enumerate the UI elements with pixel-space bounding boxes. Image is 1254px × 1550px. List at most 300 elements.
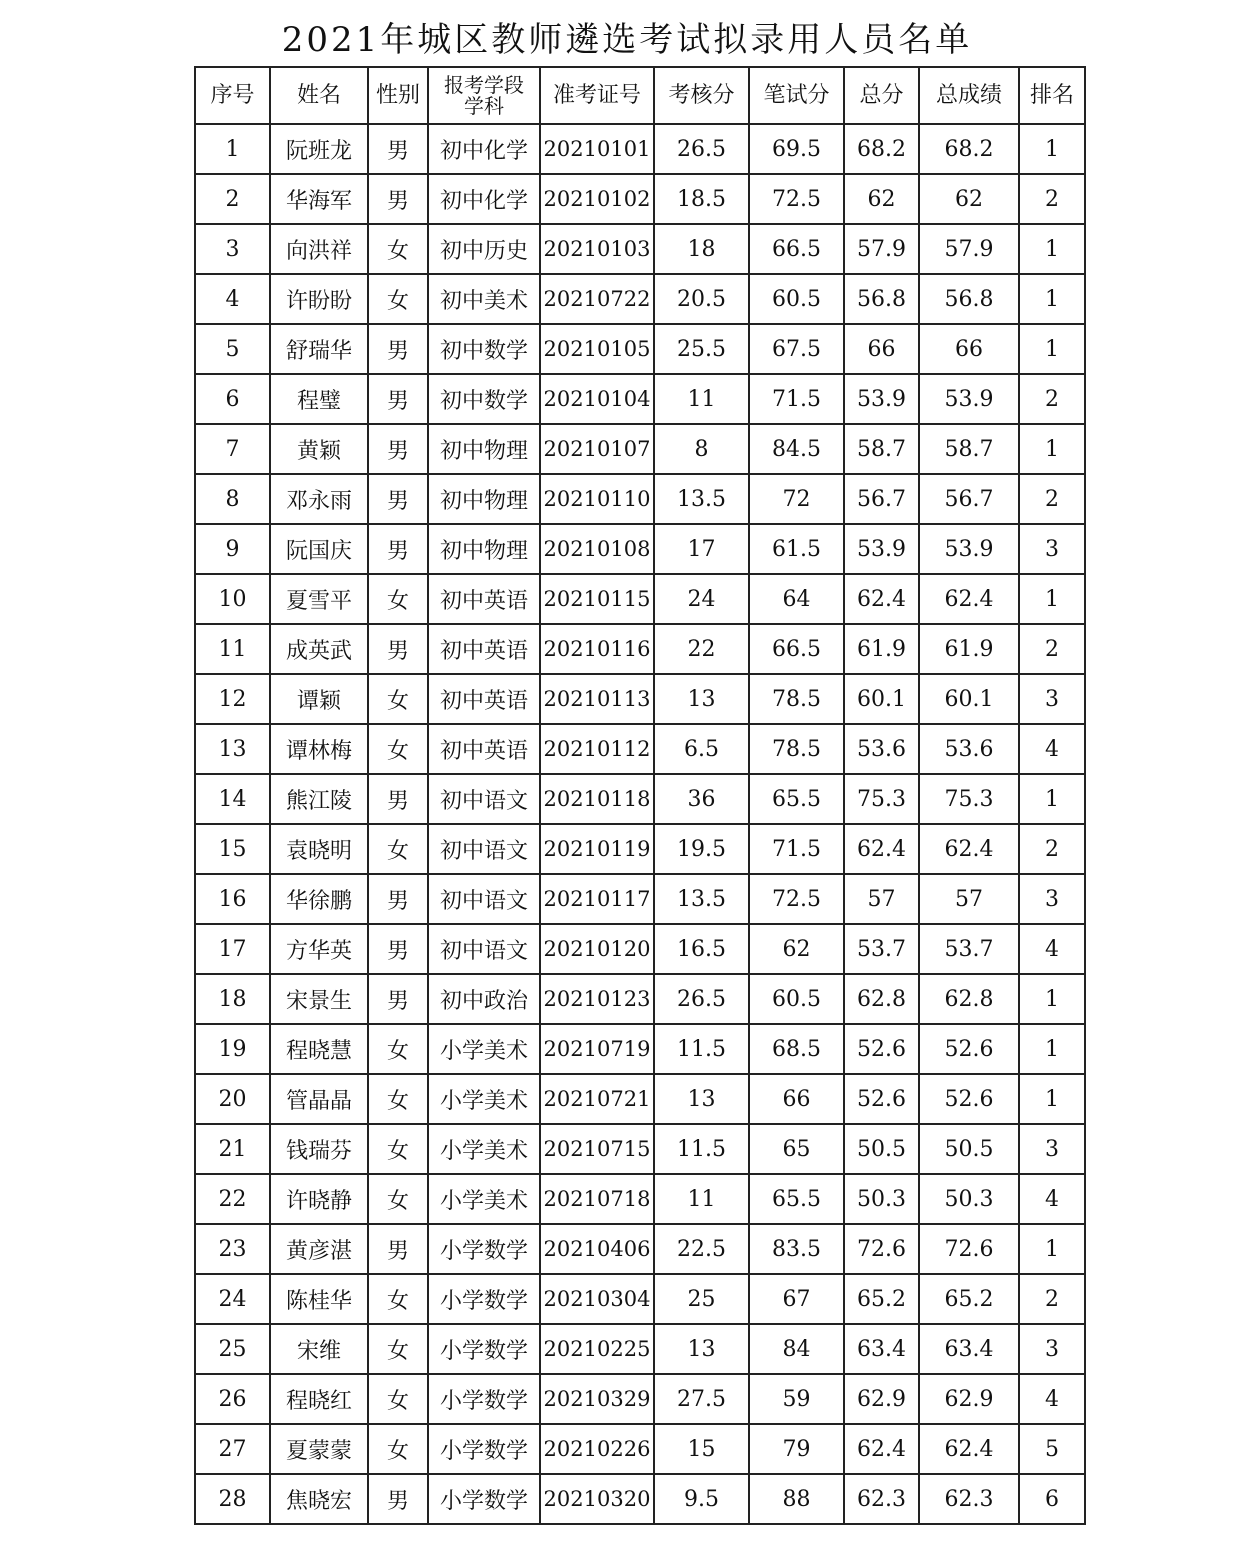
table-row bbox=[195, 874, 1085, 924]
total-score-cell: 50.3 bbox=[844, 1174, 919, 1224]
written-score-cell: 59 bbox=[749, 1374, 844, 1424]
exam-id-cell: 20210119 bbox=[540, 824, 654, 874]
subject-cell: 初中政治 bbox=[428, 974, 540, 1024]
table-row bbox=[195, 774, 1085, 824]
table-row bbox=[195, 674, 1085, 724]
seq-cell: 22 bbox=[195, 1174, 270, 1224]
gender-cell: 女 bbox=[368, 574, 428, 624]
subject-cell: 初中英语 bbox=[428, 574, 540, 624]
gender-cell: 男 bbox=[368, 974, 428, 1024]
seq-cell: 27 bbox=[195, 1424, 270, 1474]
table-row bbox=[195, 1224, 1085, 1274]
written-score-cell: 83.5 bbox=[749, 1224, 844, 1274]
rank-cell: 4 bbox=[1019, 1174, 1085, 1224]
assessment-score-cell: 20.5 bbox=[654, 274, 749, 324]
name-cell: 宋景生 bbox=[270, 974, 368, 1024]
header-row bbox=[195, 67, 1085, 124]
written-score-cell: 62 bbox=[749, 924, 844, 974]
total-score-cell: 50.5 bbox=[844, 1124, 919, 1174]
rank-cell: 4 bbox=[1019, 724, 1085, 774]
rank-cell: 3 bbox=[1019, 524, 1085, 574]
table-row bbox=[195, 1124, 1085, 1174]
total-score-cell: 62 bbox=[844, 174, 919, 224]
gender-cell: 男 bbox=[368, 1474, 428, 1524]
exam-id-cell: 20210105 bbox=[540, 324, 654, 374]
exam-id-cell: 20210108 bbox=[540, 524, 654, 574]
seq-cell: 16 bbox=[195, 874, 270, 924]
rank-cell: 2 bbox=[1019, 474, 1085, 524]
overall-result-cell: 66 bbox=[919, 324, 1019, 374]
subject-cell: 初中数学 bbox=[428, 324, 540, 374]
seq-cell: 20 bbox=[195, 1074, 270, 1124]
exam-id-cell: 20210225 bbox=[540, 1324, 654, 1374]
subject-cell: 初中语文 bbox=[428, 824, 540, 874]
candidate-table bbox=[194, 66, 1086, 1525]
exam-id-cell: 20210722 bbox=[540, 274, 654, 324]
assessment-score-cell: 26.5 bbox=[654, 974, 749, 1024]
assessment-score-cell: 9.5 bbox=[654, 1474, 749, 1524]
subject-cell: 小学美术 bbox=[428, 1174, 540, 1224]
table-row bbox=[195, 974, 1085, 1024]
assessment-score-cell: 11.5 bbox=[654, 1024, 749, 1074]
total-score-cell: 57 bbox=[844, 874, 919, 924]
gender-cell: 女 bbox=[368, 1374, 428, 1424]
total-score-cell: 63.4 bbox=[844, 1324, 919, 1374]
exam-id-cell: 20210123 bbox=[540, 974, 654, 1024]
rank-cell: 1 bbox=[1019, 974, 1085, 1024]
gender-cell: 女 bbox=[368, 224, 428, 274]
table-row bbox=[195, 424, 1085, 474]
exam-id-cell: 20210115 bbox=[540, 574, 654, 624]
assessment-score-cell: 11 bbox=[654, 1174, 749, 1224]
subject-cell: 初中美术 bbox=[428, 274, 540, 324]
table-row bbox=[195, 274, 1085, 324]
rank-cell: 2 bbox=[1019, 824, 1085, 874]
exam-id-cell: 20210120 bbox=[540, 924, 654, 974]
overall-result-cell: 56.8 bbox=[919, 274, 1019, 324]
table-row bbox=[195, 524, 1085, 574]
assessment-score-cell: 17 bbox=[654, 524, 749, 574]
assessment-score-cell: 11.5 bbox=[654, 1124, 749, 1174]
overall-result-cell: 61.9 bbox=[919, 624, 1019, 674]
gender-cell: 男 bbox=[368, 324, 428, 374]
overall-result-cell: 65.2 bbox=[919, 1274, 1019, 1324]
gender-cell: 女 bbox=[368, 1424, 428, 1474]
name-cell: 陈桂华 bbox=[270, 1274, 368, 1324]
gender-cell: 男 bbox=[368, 374, 428, 424]
written-score-cell: 67 bbox=[749, 1274, 844, 1324]
exam-id-cell: 20210719 bbox=[540, 1024, 654, 1074]
gender-cell: 男 bbox=[368, 624, 428, 674]
subject-cell: 初中英语 bbox=[428, 674, 540, 724]
rank-cell: 3 bbox=[1019, 1124, 1085, 1174]
table-row bbox=[195, 1024, 1085, 1074]
overall-result-cell: 62.4 bbox=[919, 824, 1019, 874]
total-score-cell: 60.1 bbox=[844, 674, 919, 724]
header-seq: 序号 bbox=[195, 67, 270, 124]
assessment-score-cell: 18 bbox=[654, 224, 749, 274]
name-cell: 熊江陵 bbox=[270, 774, 368, 824]
assessment-score-cell: 13 bbox=[654, 674, 749, 724]
rank-cell: 1 bbox=[1019, 424, 1085, 474]
subject-cell: 小学美术 bbox=[428, 1024, 540, 1074]
name-cell: 阮国庆 bbox=[270, 524, 368, 574]
seq-cell: 25 bbox=[195, 1324, 270, 1374]
assessment-score-cell: 8 bbox=[654, 424, 749, 474]
subject-cell: 小学美术 bbox=[428, 1074, 540, 1124]
header-assessment-score: 考核分 bbox=[654, 67, 749, 124]
assessment-score-cell: 25 bbox=[654, 1274, 749, 1324]
subject-cell: 初中语文 bbox=[428, 774, 540, 824]
exam-id-cell: 20210116 bbox=[540, 624, 654, 674]
name-cell: 方华英 bbox=[270, 924, 368, 974]
name-cell: 黄颖 bbox=[270, 424, 368, 474]
subject-cell: 小学美术 bbox=[428, 1124, 540, 1174]
seq-cell: 15 bbox=[195, 824, 270, 874]
seq-cell: 3 bbox=[195, 224, 270, 274]
subject-cell: 小学数学 bbox=[428, 1274, 540, 1324]
gender-cell: 女 bbox=[368, 1324, 428, 1374]
total-score-cell: 53.9 bbox=[844, 524, 919, 574]
total-score-cell: 62.8 bbox=[844, 974, 919, 1024]
gender-cell: 女 bbox=[368, 1124, 428, 1174]
subject-cell: 初中英语 bbox=[428, 724, 540, 774]
assessment-score-cell: 24 bbox=[654, 574, 749, 624]
written-score-cell: 72.5 bbox=[749, 174, 844, 224]
header-subject bbox=[428, 67, 540, 124]
gender-cell: 男 bbox=[368, 924, 428, 974]
written-score-cell: 66.5 bbox=[749, 624, 844, 674]
rank-cell: 2 bbox=[1019, 174, 1085, 224]
exam-id-cell: 20210721 bbox=[540, 1074, 654, 1124]
written-score-cell: 61.5 bbox=[749, 524, 844, 574]
written-score-cell: 84.5 bbox=[749, 424, 844, 474]
seq-cell: 19 bbox=[195, 1024, 270, 1074]
gender-cell: 男 bbox=[368, 524, 428, 574]
total-score-cell: 62.4 bbox=[844, 1424, 919, 1474]
total-score-cell: 62.3 bbox=[844, 1474, 919, 1524]
assessment-score-cell: 16.5 bbox=[654, 924, 749, 974]
written-score-cell: 66 bbox=[749, 1074, 844, 1124]
subject-cell: 初中语文 bbox=[428, 874, 540, 924]
exam-id-cell: 20210715 bbox=[540, 1124, 654, 1174]
overall-result-cell: 62.4 bbox=[919, 574, 1019, 624]
table-row bbox=[195, 824, 1085, 874]
overall-result-cell: 57 bbox=[919, 874, 1019, 924]
rank-cell: 3 bbox=[1019, 674, 1085, 724]
document-title: 2021年城区教师遴选考试拟录用人员名单 bbox=[281, 20, 973, 60]
name-cell: 管晶晶 bbox=[270, 1074, 368, 1124]
seq-cell: 7 bbox=[195, 424, 270, 474]
assessment-score-cell: 6.5 bbox=[654, 724, 749, 774]
exam-id-cell: 20210320 bbox=[540, 1474, 654, 1524]
written-score-cell: 65 bbox=[749, 1124, 844, 1174]
total-score-cell: 58.7 bbox=[844, 424, 919, 474]
gender-cell: 女 bbox=[368, 1274, 428, 1324]
subject-cell: 初中数学 bbox=[428, 374, 540, 424]
overall-result-cell: 63.4 bbox=[919, 1324, 1019, 1374]
seq-cell: 11 bbox=[195, 624, 270, 674]
rank-cell: 2 bbox=[1019, 374, 1085, 424]
table-row bbox=[195, 1074, 1085, 1124]
name-cell: 阮班龙 bbox=[270, 124, 368, 174]
table-row bbox=[195, 724, 1085, 774]
header-name: 姓名 bbox=[270, 67, 368, 124]
exam-id-cell: 20210103 bbox=[540, 224, 654, 274]
rank-cell: 3 bbox=[1019, 1324, 1085, 1374]
overall-result-cell: 56.7 bbox=[919, 474, 1019, 524]
seq-cell: 28 bbox=[195, 1474, 270, 1524]
header-written-score: 笔试分 bbox=[749, 67, 844, 124]
header-gender: 性别 bbox=[368, 67, 428, 124]
total-score-cell: 72.6 bbox=[844, 1224, 919, 1274]
gender-cell: 男 bbox=[368, 774, 428, 824]
written-score-cell: 78.5 bbox=[749, 724, 844, 774]
rank-cell: 1 bbox=[1019, 324, 1085, 374]
rank-cell: 3 bbox=[1019, 874, 1085, 924]
seq-cell: 10 bbox=[195, 574, 270, 624]
assessment-score-cell: 19.5 bbox=[654, 824, 749, 874]
assessment-score-cell: 11 bbox=[654, 374, 749, 424]
written-score-cell: 79 bbox=[749, 1424, 844, 1474]
total-score-cell: 53.6 bbox=[844, 724, 919, 774]
header-rank: 排名 bbox=[1019, 67, 1085, 124]
name-cell: 袁晓明 bbox=[270, 824, 368, 874]
seq-cell: 18 bbox=[195, 974, 270, 1024]
rank-cell: 1 bbox=[1019, 224, 1085, 274]
rank-cell: 4 bbox=[1019, 924, 1085, 974]
overall-result-cell: 53.7 bbox=[919, 924, 1019, 974]
rank-cell: 1 bbox=[1019, 1074, 1085, 1124]
total-score-cell: 68.2 bbox=[844, 124, 919, 174]
total-score-cell: 65.2 bbox=[844, 1274, 919, 1324]
rank-cell: 1 bbox=[1019, 574, 1085, 624]
overall-result-cell: 62 bbox=[919, 174, 1019, 224]
written-score-cell: 67.5 bbox=[749, 324, 844, 374]
rank-cell: 2 bbox=[1019, 1274, 1085, 1324]
name-cell: 谭林梅 bbox=[270, 724, 368, 774]
name-cell: 宋维 bbox=[270, 1324, 368, 1374]
written-score-cell: 65.5 bbox=[749, 774, 844, 824]
seq-cell: 8 bbox=[195, 474, 270, 524]
name-cell: 夏蒙蒙 bbox=[270, 1424, 368, 1474]
overall-result-cell: 58.7 bbox=[919, 424, 1019, 474]
written-score-cell: 60.5 bbox=[749, 274, 844, 324]
table-row bbox=[195, 924, 1085, 974]
overall-result-cell: 53.9 bbox=[919, 524, 1019, 574]
seq-cell: 12 bbox=[195, 674, 270, 724]
gender-cell: 女 bbox=[368, 674, 428, 724]
gender-cell: 男 bbox=[368, 124, 428, 174]
total-score-cell: 61.9 bbox=[844, 624, 919, 674]
name-cell: 夏雪平 bbox=[270, 574, 368, 624]
overall-result-cell: 50.5 bbox=[919, 1124, 1019, 1174]
rank-cell: 1 bbox=[1019, 124, 1085, 174]
gender-cell: 女 bbox=[368, 1174, 428, 1224]
table-row bbox=[195, 174, 1085, 224]
table-row bbox=[195, 1474, 1085, 1524]
rank-cell: 1 bbox=[1019, 1224, 1085, 1274]
subject-cell: 初中历史 bbox=[428, 224, 540, 274]
subject-cell: 小学数学 bbox=[428, 1374, 540, 1424]
gender-cell: 男 bbox=[368, 174, 428, 224]
seq-cell: 5 bbox=[195, 324, 270, 374]
overall-result-cell: 60.1 bbox=[919, 674, 1019, 724]
name-cell: 焦晓宏 bbox=[270, 1474, 368, 1524]
gender-cell: 女 bbox=[368, 1074, 428, 1124]
exam-id-cell: 20210304 bbox=[540, 1274, 654, 1324]
seq-cell: 1 bbox=[195, 124, 270, 174]
written-score-cell: 88 bbox=[749, 1474, 844, 1524]
gender-cell: 女 bbox=[368, 274, 428, 324]
seq-cell: 24 bbox=[195, 1274, 270, 1324]
gender-cell: 女 bbox=[368, 824, 428, 874]
name-cell: 谭颖 bbox=[270, 674, 368, 724]
gender-cell: 女 bbox=[368, 1024, 428, 1074]
subject-cell: 初中英语 bbox=[428, 624, 540, 674]
gender-cell: 男 bbox=[368, 474, 428, 524]
written-score-cell: 72 bbox=[749, 474, 844, 524]
overall-result-cell: 52.6 bbox=[919, 1024, 1019, 1074]
seq-cell: 26 bbox=[195, 1374, 270, 1424]
written-score-cell: 84 bbox=[749, 1324, 844, 1374]
name-cell: 邓永雨 bbox=[270, 474, 368, 524]
header-subject-line-1: 报考学段 bbox=[444, 72, 524, 97]
written-score-cell: 64 bbox=[749, 574, 844, 624]
seq-cell: 4 bbox=[195, 274, 270, 324]
exam-id-cell: 20210117 bbox=[540, 874, 654, 924]
overall-result-cell: 50.3 bbox=[919, 1174, 1019, 1224]
assessment-score-cell: 13.5 bbox=[654, 874, 749, 924]
rank-cell: 5 bbox=[1019, 1424, 1085, 1474]
header-overall-result: 总成绩 bbox=[919, 67, 1019, 124]
name-cell: 舒瑞华 bbox=[270, 324, 368, 374]
subject-cell: 初中语文 bbox=[428, 924, 540, 974]
name-cell: 许盼盼 bbox=[270, 274, 368, 324]
total-score-cell: 75.3 bbox=[844, 774, 919, 824]
name-cell: 程璧 bbox=[270, 374, 368, 424]
rank-cell: 2 bbox=[1019, 624, 1085, 674]
subject-cell: 初中化学 bbox=[428, 174, 540, 224]
seq-cell: 21 bbox=[195, 1124, 270, 1174]
table-row bbox=[195, 624, 1085, 674]
exam-id-cell: 20210118 bbox=[540, 774, 654, 824]
total-score-cell: 62.4 bbox=[844, 574, 919, 624]
assessment-score-cell: 26.5 bbox=[654, 124, 749, 174]
overall-result-cell: 57.9 bbox=[919, 224, 1019, 274]
total-score-cell: 52.6 bbox=[844, 1024, 919, 1074]
overall-result-cell: 68.2 bbox=[919, 124, 1019, 174]
overall-result-cell: 75.3 bbox=[919, 774, 1019, 824]
assessment-score-cell: 25.5 bbox=[654, 324, 749, 374]
seq-cell: 6 bbox=[195, 374, 270, 424]
header-subject-line-2: 学科 bbox=[464, 93, 504, 118]
seq-cell: 23 bbox=[195, 1224, 270, 1274]
written-score-cell: 71.5 bbox=[749, 374, 844, 424]
overall-result-cell: 62.3 bbox=[919, 1474, 1019, 1524]
assessment-score-cell: 22 bbox=[654, 624, 749, 674]
written-score-cell: 60.5 bbox=[749, 974, 844, 1024]
exam-id-cell: 20210226 bbox=[540, 1424, 654, 1474]
overall-result-cell: 53.9 bbox=[919, 374, 1019, 424]
exam-id-cell: 20210406 bbox=[540, 1224, 654, 1274]
name-cell: 华海军 bbox=[270, 174, 368, 224]
seq-cell: 13 bbox=[195, 724, 270, 774]
total-score-cell: 53.7 bbox=[844, 924, 919, 974]
written-score-cell: 72.5 bbox=[749, 874, 844, 924]
seq-cell: 14 bbox=[195, 774, 270, 824]
exam-id-cell: 20210112 bbox=[540, 724, 654, 774]
rank-cell: 6 bbox=[1019, 1474, 1085, 1524]
table-row bbox=[195, 374, 1085, 424]
total-score-cell: 57.9 bbox=[844, 224, 919, 274]
written-score-cell: 65.5 bbox=[749, 1174, 844, 1224]
assessment-score-cell: 13 bbox=[654, 1324, 749, 1374]
overall-result-cell: 52.6 bbox=[919, 1074, 1019, 1124]
name-cell: 向洪祥 bbox=[270, 224, 368, 274]
exam-id-cell: 20210329 bbox=[540, 1374, 654, 1424]
total-score-cell: 53.9 bbox=[844, 374, 919, 424]
table-row bbox=[195, 1424, 1085, 1474]
assessment-score-cell: 18.5 bbox=[654, 174, 749, 224]
subject-cell: 小学数学 bbox=[428, 1424, 540, 1474]
total-score-cell: 56.7 bbox=[844, 474, 919, 524]
name-cell: 程晓慧 bbox=[270, 1024, 368, 1074]
table-row bbox=[195, 574, 1085, 624]
header-total-score: 总分 bbox=[844, 67, 919, 124]
rank-cell: 1 bbox=[1019, 274, 1085, 324]
gender-cell: 男 bbox=[368, 424, 428, 474]
exam-id-cell: 20210101 bbox=[540, 124, 654, 174]
subject-cell: 初中物理 bbox=[428, 524, 540, 574]
rank-cell: 1 bbox=[1019, 774, 1085, 824]
gender-cell: 男 bbox=[368, 874, 428, 924]
assessment-score-cell: 13.5 bbox=[654, 474, 749, 524]
total-score-cell: 52.6 bbox=[844, 1074, 919, 1124]
name-cell: 许晓静 bbox=[270, 1174, 368, 1224]
table-row bbox=[195, 1374, 1085, 1424]
subject-cell: 小学数学 bbox=[428, 1474, 540, 1524]
subject-cell: 小学数学 bbox=[428, 1224, 540, 1274]
table-row bbox=[195, 474, 1085, 524]
overall-result-cell: 53.6 bbox=[919, 724, 1019, 774]
overall-result-cell: 62.8 bbox=[919, 974, 1019, 1024]
assessment-score-cell: 27.5 bbox=[654, 1374, 749, 1424]
name-cell: 程晓红 bbox=[270, 1374, 368, 1424]
written-score-cell: 78.5 bbox=[749, 674, 844, 724]
subject-cell: 初中物理 bbox=[428, 424, 540, 474]
rank-cell: 1 bbox=[1019, 1024, 1085, 1074]
overall-result-cell: 62.4 bbox=[919, 1424, 1019, 1474]
total-score-cell: 62.4 bbox=[844, 824, 919, 874]
subject-cell: 初中物理 bbox=[428, 474, 540, 524]
name-cell: 钱瑞芬 bbox=[270, 1124, 368, 1174]
seq-cell: 9 bbox=[195, 524, 270, 574]
table-row bbox=[195, 124, 1085, 174]
exam-id-cell: 20210113 bbox=[540, 674, 654, 724]
header-exam-id: 准考证号 bbox=[540, 67, 654, 124]
name-cell: 成英武 bbox=[270, 624, 368, 674]
assessment-score-cell: 13 bbox=[654, 1074, 749, 1124]
name-cell: 华徐鹏 bbox=[270, 874, 368, 924]
total-score-cell: 62.9 bbox=[844, 1374, 919, 1424]
total-score-cell: 66 bbox=[844, 324, 919, 374]
exam-id-cell: 20210102 bbox=[540, 174, 654, 224]
exam-id-cell: 20210107 bbox=[540, 424, 654, 474]
written-score-cell: 71.5 bbox=[749, 824, 844, 874]
written-score-cell: 68.5 bbox=[749, 1024, 844, 1074]
total-score-cell: 56.8 bbox=[844, 274, 919, 324]
